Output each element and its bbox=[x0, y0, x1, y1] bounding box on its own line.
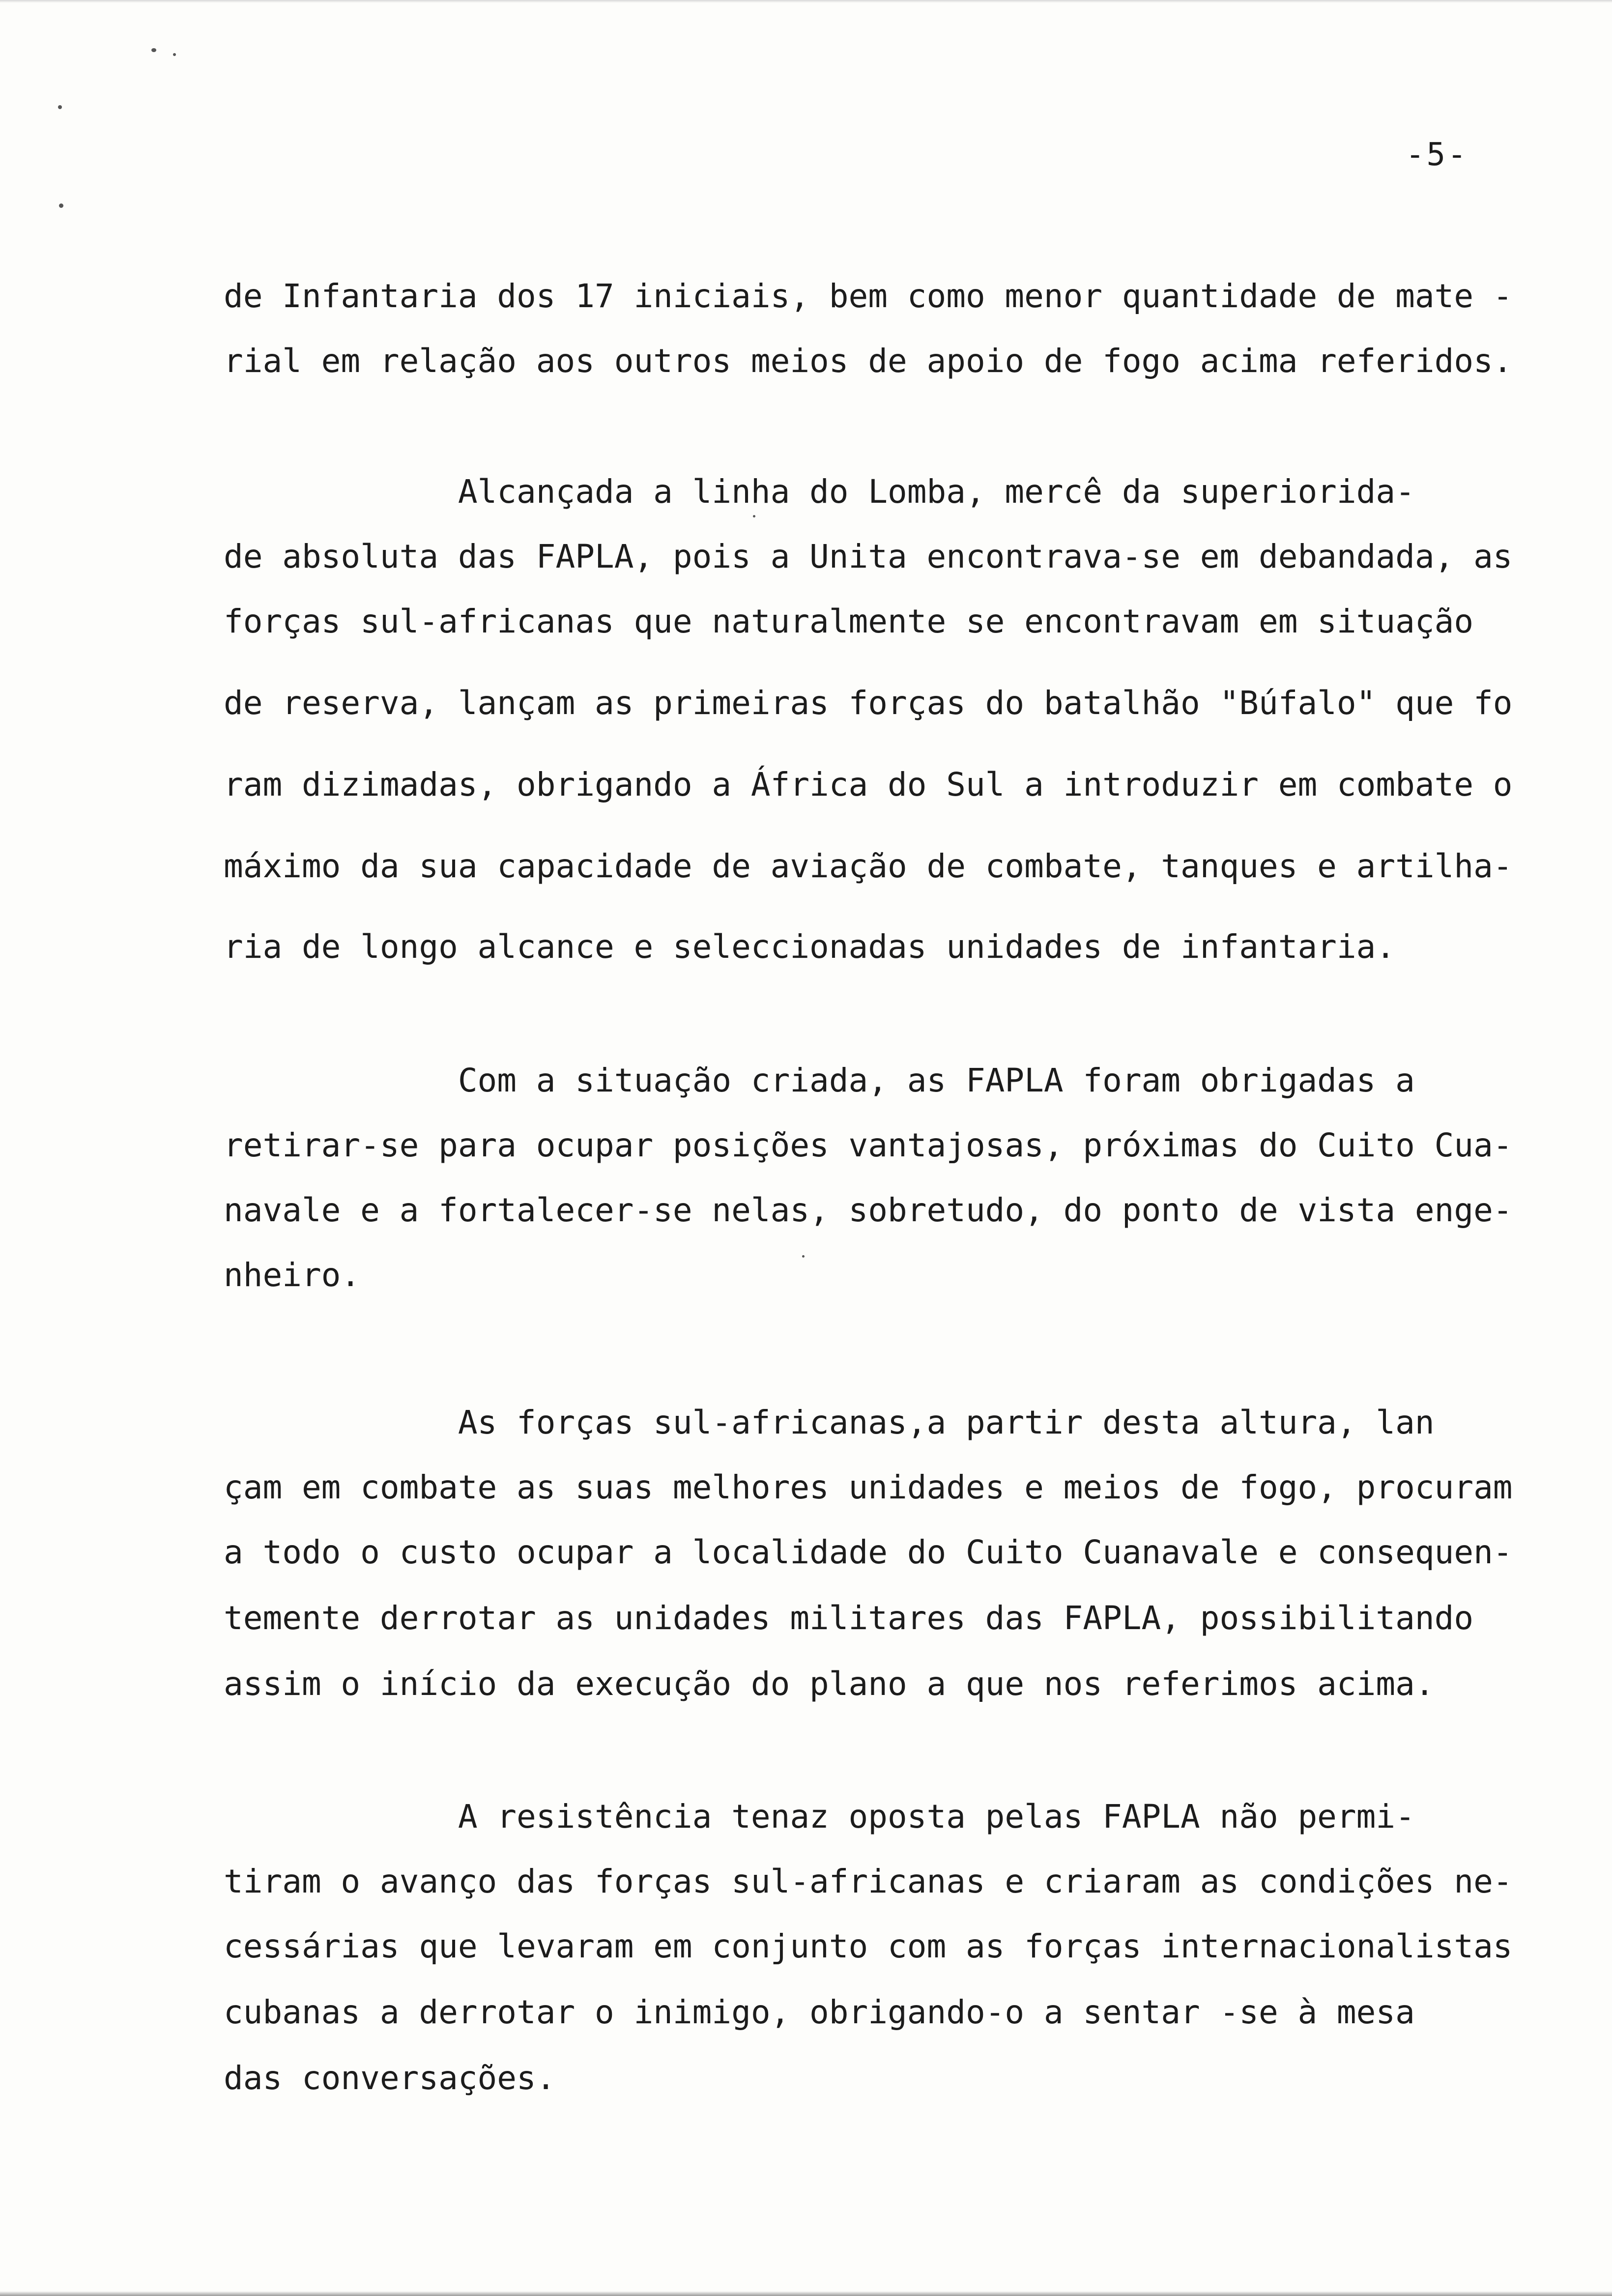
scan-speck bbox=[173, 53, 176, 56]
text-line: a todo o custo ocupar a localidade do Cuito Cuanavale e consequen- bbox=[224, 1533, 1513, 1571]
text-line: A resistência tenaz oposta pelas FAPLA não permi- bbox=[224, 1798, 1415, 1836]
scan-edge-bottom bbox=[0, 2291, 1612, 2296]
text-line: assim o início da execução do plano a que nos referimos acima. bbox=[224, 1665, 1435, 1703]
scan-speck bbox=[151, 48, 156, 52]
scan-speck bbox=[58, 105, 62, 109]
scan-speck bbox=[753, 515, 755, 517]
page-number: -5- bbox=[1406, 137, 1468, 173]
text-line: navale e a fortalecer-se nelas, sobretudo, do ponto de vista enge- bbox=[224, 1191, 1513, 1229]
text-line: ram dizimadas, obrigando a África do Sul a introduzir em combate o bbox=[224, 766, 1513, 804]
text-line: nheiro. bbox=[224, 1256, 361, 1294]
text-line: máximo da sua capacidade de aviação de combate, tanques e artilha- bbox=[224, 847, 1513, 885]
text-line: çam em combate as suas melhores unidades e meios de fogo, procuram bbox=[224, 1468, 1513, 1506]
text-line: Alcançada a linha do Lomba, mercê da superiorida- bbox=[224, 473, 1415, 511]
text-line: das conversações. bbox=[224, 2059, 556, 2097]
text-line: temente derrotar as unidades militares das FAPLA, possibilitando bbox=[224, 1599, 1474, 1637]
text-line: As forças sul-africanas,a partir desta altura, lan bbox=[224, 1404, 1435, 1441]
text-line: cubanas a derrotar o inimigo, obrigando-o a sentar -se à mesa bbox=[224, 1993, 1415, 2031]
scan-speck bbox=[802, 1255, 805, 1258]
scan-edge-top bbox=[0, 0, 1612, 3]
text-line: de Infantaria dos 17 iniciais, bem como menor quantidade de mate - bbox=[224, 277, 1513, 315]
text-line: retirar-se para ocupar posições vantajosas, próximas do Cuito Cua- bbox=[224, 1126, 1513, 1164]
text-line: Com a situação criada, as FAPLA foram obrigadas a bbox=[224, 1062, 1415, 1099]
text-line: de absoluta das FAPLA, pois a Unita encontrava-se em debandada, as bbox=[224, 538, 1513, 575]
text-line: de reserva, lançam as primeiras forças do batalhão "Búfalo" que fo bbox=[224, 684, 1513, 722]
text-line: tiram o avanço das forças sul-africanas e criaram as condições ne- bbox=[224, 1863, 1513, 1900]
scan-speck bbox=[59, 203, 63, 208]
text-line: rial em relação aos outros meios de apoio de fogo acima referidos. bbox=[224, 342, 1513, 380]
text-line: cessárias que levaram em conjunto com as forças internacionalistas bbox=[224, 1927, 1513, 1965]
text-line: ria de longo alcance e seleccionadas unidades de infantaria. bbox=[224, 928, 1396, 966]
text-line: forças sul-africanas que naturalmente se encontravam em situação bbox=[224, 603, 1474, 640]
